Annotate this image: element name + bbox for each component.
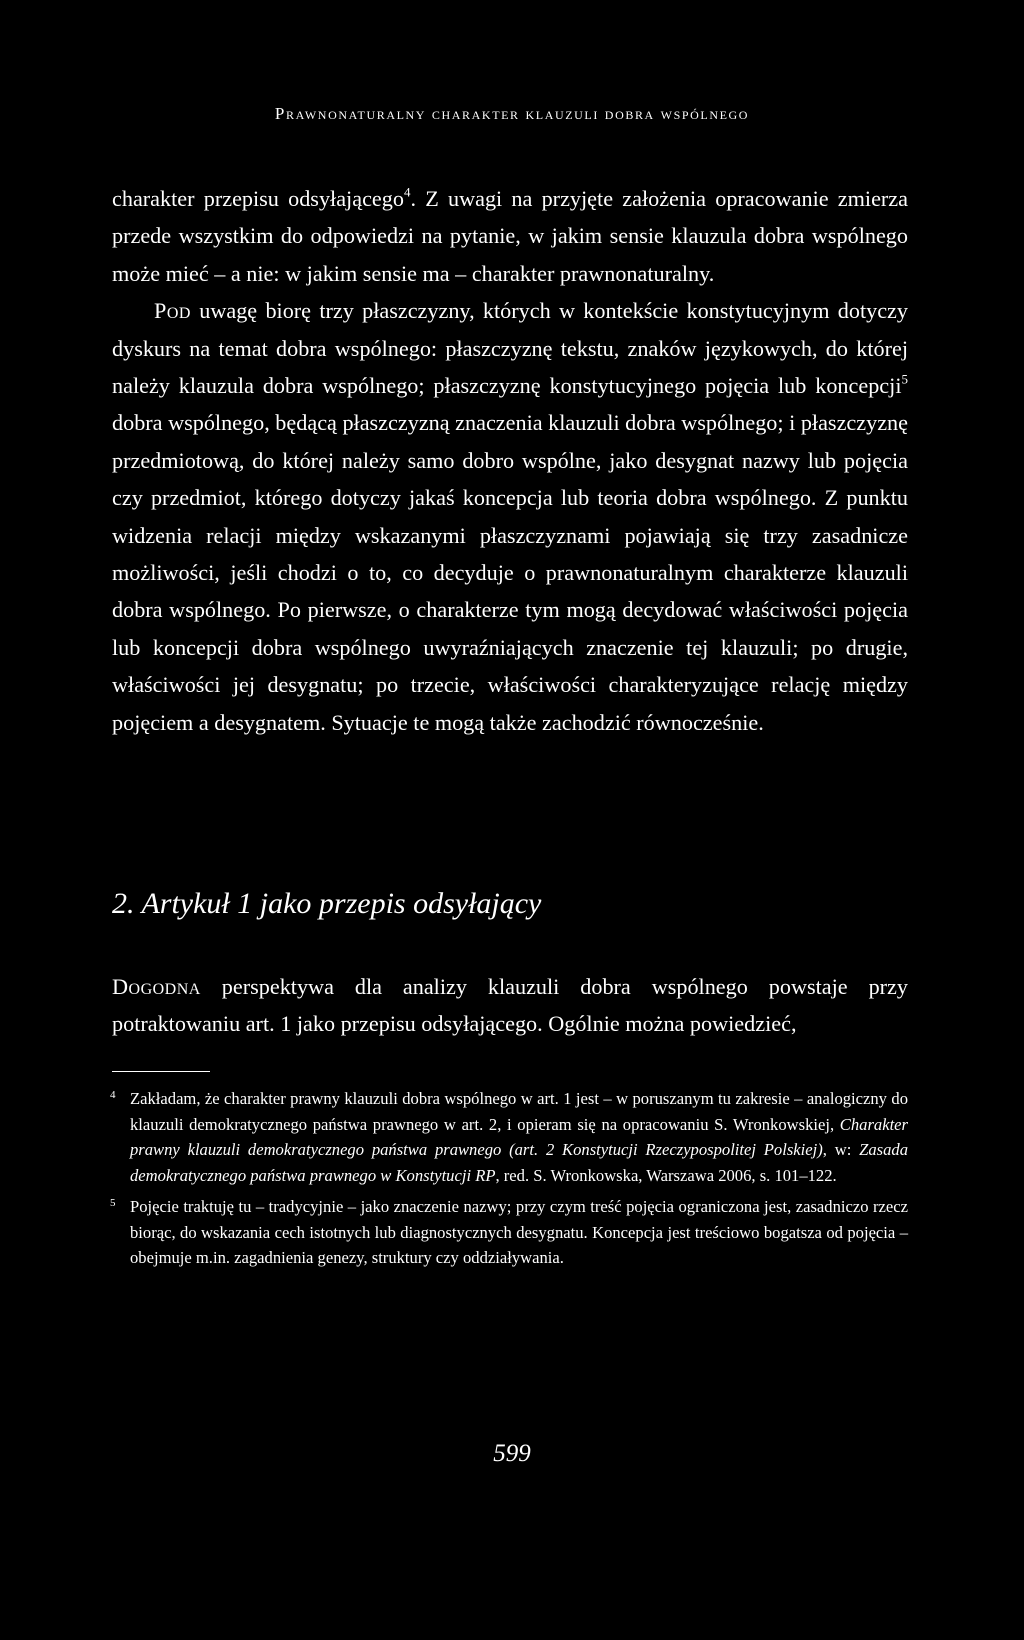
footnote-separator [112,1071,210,1072]
footnote-5-text: Pojęcie traktuję tu – tradycyjnie – jako znaczenie nazwy; przy czym treść pojęcia ograniczona jest, zasadniczo rzecz biorąc, do wskazania cech istotnych lub diagnostycznych desygnatu. Koncepcja jest treściowo bogatsza od pojęcia – obejmuje m.in. zagadnienia genezy, struktury czy oddziaływania. [130,1197,908,1267]
footnote-4-text-2: , w: [822,1140,860,1159]
footnote-4-text-3: , red. S. Wronkowska, Warszawa 2006, s. 101–122. [495,1165,837,1185]
paragraph-2-text-cont: dobra wspólnego, będącą płaszczyzną znaczenia klauzuli dobra wspólnego; i płaszczyznę przedmiotową, do której należy samo dobro wspólne, jako desygnat nazwy lub pojęcia czy przedmiot, którego dotyczy jakaś koncepcja lub teoria dobra wspólnego. Z punktu widzenia relacji między wskazanymi płaszczyznami pojawiają się trzy zasadnicze możliwości, jeśli chodzi o to, co decyduje o prawnonaturalnym charakterze klauzuli dobra wspólnego. Po pierwsze, o charakterze tym mogą decydować właściwości pojęcia lub koncepcji dobra wspólnego uwyraźniających znaczenie tej klauzuli; po drugie, właściwości jej desygnatu; po trzecie, właściwości charakteryzujące relację między pojęciem a desygnatem. Sytuacje te mogą także zachodzić równocześnie. [112,410,908,735]
footnote-4-title: Charakter prawny klauzuli demokratycznego państwa prawnego (art. 2 Konstytucji Rzeczypospolitej Polskiej) [130,1114,908,1159]
paragraph-1-text-cont: . Z uwagi na przyjęte założenia opracowanie zmierza przede wszystkim do odpowiedzi na pytanie, w jakim sensie klauzula dobra wspólnego może mieć – a nie: w jakim sensie ma – charakter prawnonaturalny. [112,186,908,286]
footnote-4-mark: 4 [110,1089,116,1101]
footnotes [112,1086,908,1277]
paragraph-3-text: perspektywa dla analizy klauzuli dobra wspólnego powstaje przy potraktowaniu art. 1 jako przepisu odsyłającego. Ogólnie można powiedzieć, [112,974,908,1037]
running-head: Prawnonaturalny charakter klauzuli dobra wspólnego [274,104,750,123]
paragraph-1-text: charakter przepisu odsyłającego [112,186,404,211]
footnote-5 [112,1194,908,1271]
paragraph-3-lead: Dogodna [112,974,201,999]
main-text-2 [112,968,908,1043]
paragraph-1 [112,180,908,292]
paragraph-3 [112,968,908,1043]
paragraph-2 [112,292,908,741]
page-number: 599 [493,1440,531,1467]
footnote-5-mark: 5 [110,1197,116,1209]
footnote-ref-4[interactable]: 4 [403,184,411,200]
section-heading: 2. Artykuł 1 jako przepis odsyłający [112,887,542,920]
paragraph-2-lead: Pod [154,298,191,324]
footnote-4-book-title: Zasada demokratycznego państwa prawnego w Konstytucji RP [130,1140,908,1185]
paragraph-2-text: uwagę biorę trzy płaszczyzny, których w kontekście konstytucyjnym dotyczy dyskurs na temat dobra wspólnego: płaszczyznę tekstu, znaków językowych, do której należy klauzula dobra wspólnego; płaszczyznę konstytucyjnego pojęcia lub koncepcji [112,298,908,399]
main-text [112,180,908,741]
footnote-4-text: Zakładam, że charakter prawny klauzuli dobra wspólnego w art. 1 jest – w poruszanym tu zakresie – analogiczny do klauzuli demokratycznego państwa prawnego w art. 2, i opieram się na opracowaniu S. Wronkowskiej, [130,1089,908,1134]
footnote-ref-5[interactable]: 5 [901,371,908,387]
footnote-4 [112,1086,908,1188]
